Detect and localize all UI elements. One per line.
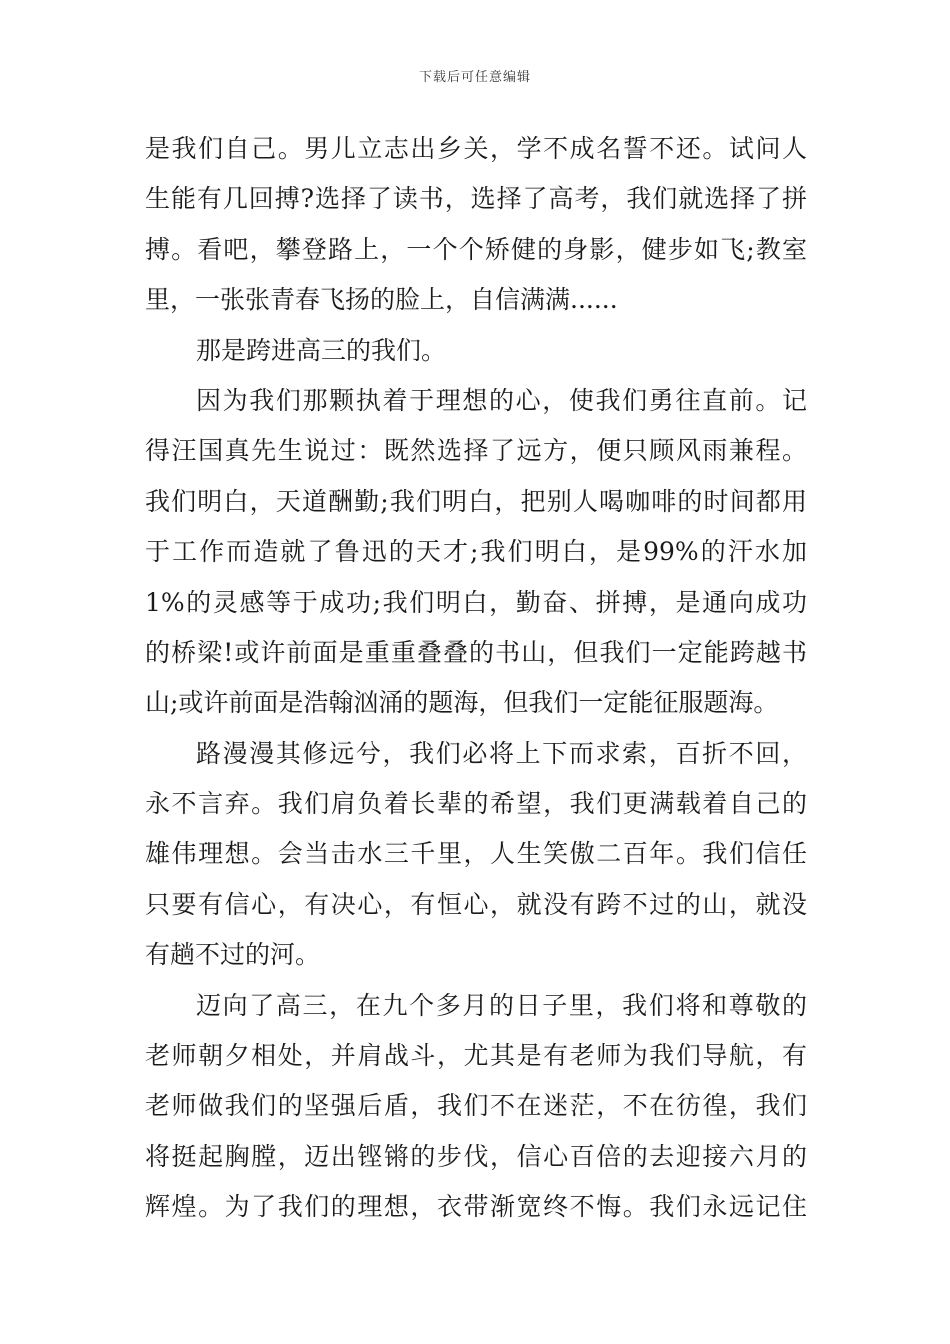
- text-line: 山;或许前面是浩翰汹涌的题海，但我们一定能征服题海。: [145, 688, 779, 718]
- document-body: [145, 124, 807, 1233]
- text-line: 那是跨进高三的我们。: [196, 335, 447, 365]
- text-line: 因为我们那颗执着于理想的心，使我们勇往直前。记: [196, 385, 807, 415]
- text-line: 搏。看吧，攀登路上，一个个矫健的身影，健步如飞;教室: [145, 234, 807, 264]
- text-line: 路漫漫其修远兮，我们必将上下而求索，百折不回，: [196, 738, 807, 768]
- text-line: 老师朝夕相处，并肩战斗，尤其是有老师为我们导航，有: [145, 1041, 807, 1071]
- text-line: 将挺起胸膛，迈出铿锵的步伐，信心百倍的去迎接六月的: [145, 1141, 807, 1171]
- text-line: 有趟不过的河。: [145, 940, 321, 970]
- page-header: 下载后可任意编辑: [418, 70, 531, 85]
- text-line: 得汪国真先生说过：既然选择了远方，便只顾风雨兼程。: [145, 436, 807, 466]
- text-line: 是我们自己。男儿立志出乡关，学不成名誓不还。试问人: [145, 134, 807, 163]
- text-line: 1%的灵感等于成功;我们明白，勤奋、拼搏，是通向成功: [145, 587, 807, 617]
- text-line: 辉煌。为了我们的理想，衣带渐宽终不悔。我们永远记住: [145, 1192, 807, 1222]
- text-line: 迈向了高三，在九个多月的日子里，我们将和尊敬的: [196, 990, 807, 1020]
- text-line: 里，一张张青春飞扬的脸上，自信满满......: [145, 285, 618, 315]
- text-line: 老师做我们的坚强后盾，我们不在迷茫，不在彷徨，我们: [145, 1091, 807, 1121]
- text-line: 雄伟理想。会当击水三千里，人生笑傲二百年。我们信任: [145, 839, 807, 869]
- text-line: 的桥梁!或许前面是重重叠叠的书山，但我们一定能跨越书: [145, 637, 807, 667]
- text-line: 我们明白，天道酬勤;我们明白，把别人喝咖啡的时间都用: [145, 486, 807, 516]
- text-line: 只要有信心，有决心，有恒心，就没有跨不过的山，就没: [145, 889, 807, 919]
- text-line: 永不言弃。我们肩负着长辈的希望，我们更满载着自己的: [145, 789, 807, 819]
- text-line: 于工作而造就了鲁迅的天才;我们明白，是99%的汗水加: [145, 537, 807, 567]
- text-line: 生能有几回搏?选择了读书，选择了高考，我们就选择了拼: [145, 184, 807, 214]
